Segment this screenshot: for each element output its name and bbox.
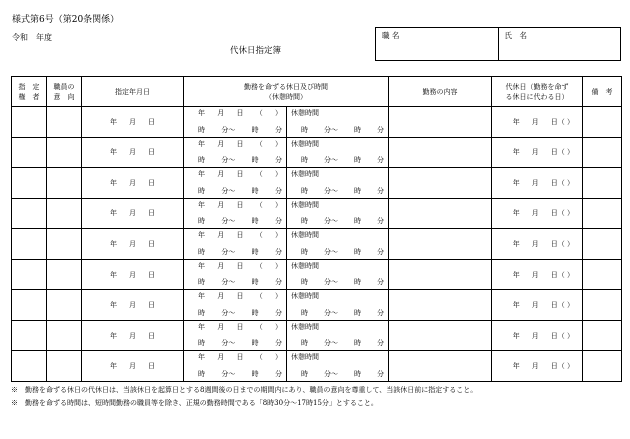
month-unit: 月 xyxy=(531,301,539,310)
substitute-day-cell[interactable] xyxy=(492,351,583,382)
year-unit: 年 xyxy=(198,139,205,148)
designated-date-cell[interactable] xyxy=(82,168,184,199)
minute-from-unit: 分～ xyxy=(324,156,338,165)
month-unit: 月 xyxy=(217,261,225,270)
hour-unit: 時 xyxy=(354,308,361,317)
day-weekday-unit: 日（ ） xyxy=(550,331,574,340)
remarks-cell[interactable] xyxy=(583,198,622,229)
year-unit: 年 xyxy=(110,270,117,279)
year-unit: 年 xyxy=(110,148,117,157)
work-content-cell[interactable] xyxy=(389,320,492,351)
year-unit: 年 xyxy=(198,231,205,240)
table-row xyxy=(12,351,622,382)
hour-unit: 時 xyxy=(301,125,308,134)
work-content-cell[interactable] xyxy=(389,351,492,382)
month-unit: 月 xyxy=(531,270,539,279)
minute-from-unit: 分～ xyxy=(324,339,338,348)
day-weekday-unit: 日（ ） xyxy=(550,148,574,157)
hour-unit: 時 xyxy=(198,308,205,317)
rest-time-cell[interactable] xyxy=(287,290,389,321)
minute-from-unit: 分～ xyxy=(221,339,236,348)
minute-unit: 分 xyxy=(274,217,282,226)
minute-unit: 分 xyxy=(274,156,282,165)
month-unit: 月 xyxy=(217,200,225,209)
minute-from-unit: 分～ xyxy=(221,125,236,134)
year-unit: 年 xyxy=(512,362,520,371)
minute-from-unit: 分～ xyxy=(221,156,236,165)
rest-time-label: 休憩時間 xyxy=(291,322,319,331)
paren-close: ） xyxy=(275,292,282,301)
day-weekday-unit: 日（ ） xyxy=(550,270,574,279)
header-designator: 指 定 権 者 xyxy=(12,77,47,107)
note-1: ※ 勤務を命ずる休日の代休日は、当該休日を起算日とする8週間後の日までの期間内にあり、職員の意向を尊重して、当該休日前に指定すること。 xyxy=(11,386,478,394)
month-unit: 月 xyxy=(217,170,225,179)
hour-unit: 時 xyxy=(354,247,361,256)
hour-unit: 時 xyxy=(301,370,308,378)
minute-from-unit: 分～ xyxy=(221,370,236,378)
minute-unit: 分 xyxy=(377,186,384,195)
table-row xyxy=(12,107,622,138)
hour-unit: 時 xyxy=(251,308,259,317)
hour-unit: 時 xyxy=(251,247,259,256)
month-unit: 月 xyxy=(129,148,136,157)
rest-time-cell[interactable] xyxy=(287,351,389,382)
name-label: 氏 名 xyxy=(504,31,527,40)
designated-date-cell[interactable] xyxy=(82,259,184,290)
minute-from-unit: 分～ xyxy=(324,370,338,378)
month-unit: 月 xyxy=(217,231,225,240)
hour-unit: 時 xyxy=(301,278,308,287)
month-unit: 月 xyxy=(129,178,136,187)
rest-time-label: 休憩時間 xyxy=(291,109,319,117)
header-work-content: 勤務の内容 xyxy=(389,77,492,107)
hour-unit: 時 xyxy=(198,186,205,195)
hour-unit: 時 xyxy=(198,370,205,378)
substitute-day-cell[interactable] xyxy=(492,198,583,229)
paren-close: ） xyxy=(275,231,282,240)
paren-open: （ xyxy=(255,261,263,270)
work-day-cell[interactable] xyxy=(184,107,287,138)
day-weekday-unit: 日（ ） xyxy=(550,301,574,310)
employee-intent-cell[interactable] xyxy=(47,137,82,168)
hour-unit: 時 xyxy=(251,339,259,348)
paren-open: （ xyxy=(255,109,263,117)
paren-close: ） xyxy=(275,109,282,117)
month-unit: 月 xyxy=(217,322,225,331)
day-weekday-unit: 日（ ） xyxy=(550,209,574,218)
designator-cell[interactable] xyxy=(12,107,47,138)
month-unit: 月 xyxy=(531,178,539,187)
month-unit: 月 xyxy=(531,148,539,157)
rest-time-cell[interactable] xyxy=(287,320,389,351)
designator-cell[interactable] xyxy=(12,168,47,199)
day-weekday-unit: 日（ ） xyxy=(550,362,574,371)
header-substitute-day: 代休日（勤務を命ず る休日に代わる日） xyxy=(492,77,583,107)
month-unit: 月 xyxy=(531,209,539,218)
remarks-cell[interactable] xyxy=(583,107,622,138)
minute-unit: 分 xyxy=(274,247,282,256)
year-unit: 年 xyxy=(512,270,520,279)
day-weekday-unit: 日（ ） xyxy=(550,239,574,248)
day-unit: 日 xyxy=(148,178,155,187)
minute-from-unit: 分～ xyxy=(324,217,338,226)
hour-unit: 時 xyxy=(251,217,259,226)
paren-open: （ xyxy=(255,322,263,331)
designated-date-cell[interactable] xyxy=(82,290,184,321)
day-unit: 日 xyxy=(148,209,155,218)
table-row xyxy=(12,137,622,168)
year-unit: 年 xyxy=(512,331,520,340)
work-day-cell[interactable] xyxy=(184,168,287,199)
minute-from-unit: 分～ xyxy=(221,278,236,287)
work-day-cell[interactable] xyxy=(184,198,287,229)
minute-unit: 分 xyxy=(274,308,282,317)
hour-unit: 時 xyxy=(198,217,205,226)
designated-date-cell[interactable] xyxy=(82,229,184,260)
remarks-cell[interactable] xyxy=(583,168,622,199)
hour-unit: 時 xyxy=(354,186,361,195)
day-unit: 日 xyxy=(148,270,155,279)
table-row xyxy=(12,290,622,321)
work-content-cell[interactable] xyxy=(389,107,492,138)
hour-unit: 時 xyxy=(354,125,361,134)
work-day-cell[interactable] xyxy=(184,137,287,168)
day-unit: 日 xyxy=(236,231,244,240)
year-unit: 年 xyxy=(110,209,117,218)
rest-time-cell[interactable] xyxy=(287,107,389,138)
table-row xyxy=(12,168,622,199)
paren-close: ） xyxy=(275,170,282,179)
month-unit: 月 xyxy=(129,331,136,340)
rest-time-cell[interactable] xyxy=(287,137,389,168)
hour-unit: 時 xyxy=(301,186,308,195)
minute-unit: 分 xyxy=(274,125,282,134)
rest-time-cell[interactable] xyxy=(287,259,389,290)
work-day-cell[interactable] xyxy=(184,290,287,321)
table-row xyxy=(12,229,622,260)
day-unit: 日 xyxy=(148,117,155,126)
year-unit: 年 xyxy=(512,117,520,126)
hour-unit: 時 xyxy=(301,217,308,226)
year-unit: 年 xyxy=(198,261,205,270)
header-designated-date: 指定年月日 xyxy=(82,77,184,107)
hour-unit: 時 xyxy=(301,156,308,165)
year-unit: 年 xyxy=(512,209,520,218)
year-unit: 年 xyxy=(198,292,205,301)
designator-cell[interactable] xyxy=(12,198,47,229)
day-unit: 日 xyxy=(236,322,244,331)
month-unit: 月 xyxy=(531,117,539,126)
substitute-day-cell[interactable] xyxy=(492,137,583,168)
employee-intent-cell[interactable] xyxy=(47,198,82,229)
note-2: ※ 勤務を命ずる時間は、短時間勤務の職員等を除き、正規の勤務時間である「8時30分～17時15分」とすること。 xyxy=(11,399,378,407)
year-unit: 年 xyxy=(110,301,117,310)
employee-intent-cell[interactable] xyxy=(47,290,82,321)
year-unit: 年 xyxy=(110,117,117,126)
year-unit: 年 xyxy=(110,178,117,187)
year-unit: 年 xyxy=(198,109,205,117)
remarks-cell[interactable] xyxy=(583,290,622,321)
paren-close: ） xyxy=(275,353,282,362)
paren-close: ） xyxy=(275,322,282,331)
day-unit: 日 xyxy=(236,170,244,179)
year-unit: 年 xyxy=(198,200,205,209)
work-day-cell[interactable] xyxy=(184,259,287,290)
remarks-cell[interactable] xyxy=(583,229,622,260)
hour-unit: 時 xyxy=(354,156,361,165)
job-title-label: 職 名 xyxy=(382,31,400,40)
month-unit: 月 xyxy=(217,292,225,301)
minute-from-unit: 分～ xyxy=(221,308,236,317)
designated-date-cell[interactable] xyxy=(82,137,184,168)
minute-from-unit: 分～ xyxy=(324,125,338,134)
hour-unit: 時 xyxy=(251,278,259,287)
employee-intent-cell[interactable] xyxy=(47,259,82,290)
paren-open: （ xyxy=(255,170,263,179)
designated-date-cell[interactable] xyxy=(82,351,184,382)
substitute-day-cell[interactable] xyxy=(492,290,583,321)
day-unit: 日 xyxy=(148,239,155,248)
month-unit: 月 xyxy=(129,362,136,371)
month-unit: 月 xyxy=(531,239,539,248)
table-header-row xyxy=(12,77,622,107)
rest-time-label: 休憩時間 xyxy=(291,261,319,270)
minute-from-unit: 分～ xyxy=(324,247,338,256)
header-employee-intent: 職員の 意 向 xyxy=(47,77,82,107)
hour-unit: 時 xyxy=(198,156,205,165)
day-unit: 日 xyxy=(236,261,244,270)
table-row xyxy=(12,259,622,290)
minute-from-unit: 分～ xyxy=(221,217,236,226)
year-unit: 年 xyxy=(110,239,117,248)
era-year-line: 令和 年度 xyxy=(12,33,52,42)
employee-intent-cell[interactable] xyxy=(47,351,82,382)
hour-unit: 時 xyxy=(301,339,308,348)
substitute-day-cell[interactable] xyxy=(492,168,583,199)
designator-cell[interactable] xyxy=(12,351,47,382)
minute-from-unit: 分～ xyxy=(324,308,338,317)
minute-unit: 分 xyxy=(377,217,384,226)
month-unit: 月 xyxy=(129,301,136,310)
day-weekday-unit: 日（ ） xyxy=(550,117,574,126)
work-content-cell[interactable] xyxy=(389,290,492,321)
month-unit: 月 xyxy=(129,270,136,279)
minute-from-unit: 分～ xyxy=(221,186,236,195)
work-content-cell[interactable] xyxy=(389,229,492,260)
paren-close: ） xyxy=(275,139,282,148)
page-title: 代休日指定簿 xyxy=(230,46,282,56)
year-unit: 年 xyxy=(198,353,205,362)
designated-date-cell[interactable] xyxy=(82,320,184,351)
year-unit: 年 xyxy=(512,239,520,248)
paren-open: （ xyxy=(255,292,263,301)
month-unit: 月 xyxy=(217,109,225,117)
day-weekday-unit: 日（ ） xyxy=(550,178,574,187)
year-unit: 年 xyxy=(198,322,205,331)
day-unit: 日 xyxy=(236,139,244,148)
employee-intent-cell[interactable] xyxy=(47,168,82,199)
designator-cell[interactable] xyxy=(12,137,47,168)
day-unit: 日 xyxy=(148,331,155,340)
work-content-cell[interactable] xyxy=(389,198,492,229)
signature-box xyxy=(375,27,621,61)
employee-intent-cell[interactable] xyxy=(47,107,82,138)
day-unit: 日 xyxy=(148,362,155,371)
rest-time-label: 休憩時間 xyxy=(291,139,319,148)
minute-unit: 分 xyxy=(377,370,384,378)
rest-time-label: 休憩時間 xyxy=(291,200,319,209)
substitute-day-cell[interactable] xyxy=(492,259,583,290)
year-unit: 年 xyxy=(110,362,117,371)
minute-unit: 分 xyxy=(274,370,282,378)
hour-unit: 時 xyxy=(198,247,205,256)
employee-intent-cell[interactable] xyxy=(47,229,82,260)
work-day-cell[interactable] xyxy=(184,351,287,382)
year-unit: 年 xyxy=(512,148,520,157)
remarks-cell[interactable] xyxy=(583,137,622,168)
hour-unit: 時 xyxy=(198,278,205,287)
minute-from-unit: 分～ xyxy=(324,186,338,195)
month-unit: 月 xyxy=(217,139,225,148)
minute-unit: 分 xyxy=(274,278,282,287)
day-unit: 日 xyxy=(236,353,244,362)
minute-unit: 分 xyxy=(274,186,282,195)
hour-unit: 時 xyxy=(251,156,259,165)
form-number: 様式第6号（第20条関係） xyxy=(12,15,120,25)
minute-unit: 分 xyxy=(274,339,282,348)
month-unit: 月 xyxy=(531,331,539,340)
table-row xyxy=(12,320,622,351)
minute-unit: 分 xyxy=(377,247,384,256)
hour-unit: 時 xyxy=(198,339,205,348)
substitute-day-cell[interactable] xyxy=(492,107,583,138)
header-remarks: 備 考 xyxy=(583,77,622,107)
paren-open: （ xyxy=(255,139,263,148)
job-title-field[interactable] xyxy=(376,28,498,60)
minute-from-unit: 分～ xyxy=(221,247,236,256)
minute-unit: 分 xyxy=(377,156,384,165)
work-day-cell[interactable] xyxy=(184,320,287,351)
rest-time-label: 休憩時間 xyxy=(291,292,319,301)
employee-intent-cell[interactable] xyxy=(47,320,82,351)
designator-cell[interactable] xyxy=(12,320,47,351)
minute-from-unit: 分～ xyxy=(324,278,338,287)
substitute-holiday-table xyxy=(11,76,622,382)
month-unit: 月 xyxy=(129,239,136,248)
name-field[interactable] xyxy=(498,28,621,60)
day-unit: 日 xyxy=(236,109,244,117)
hour-unit: 時 xyxy=(251,186,259,195)
year-unit: 年 xyxy=(512,301,520,310)
rest-time-label: 休憩時間 xyxy=(291,170,319,179)
year-unit: 年 xyxy=(198,170,205,179)
hour-unit: 時 xyxy=(354,278,361,287)
hour-unit: 時 xyxy=(354,370,361,378)
day-unit: 日 xyxy=(236,292,244,301)
hour-unit: 時 xyxy=(198,125,205,134)
minute-unit: 分 xyxy=(377,278,384,287)
minute-unit: 分 xyxy=(377,125,384,134)
day-unit: 日 xyxy=(236,200,244,209)
year-unit: 年 xyxy=(512,178,520,187)
rest-time-cell[interactable] xyxy=(287,168,389,199)
hour-unit: 時 xyxy=(251,370,259,378)
hour-unit: 時 xyxy=(301,247,308,256)
paren-open: （ xyxy=(255,353,263,362)
header-work-day-time: 勤務を命ずる休日及び時間 （休憩時間） xyxy=(184,77,389,107)
hour-unit: 時 xyxy=(354,339,361,348)
remarks-cell[interactable] xyxy=(583,351,622,382)
work-content-cell[interactable] xyxy=(389,259,492,290)
month-unit: 月 xyxy=(531,362,539,371)
minute-unit: 分 xyxy=(377,308,384,317)
rest-time-label: 休憩時間 xyxy=(291,353,319,362)
work-content-cell[interactable] xyxy=(389,137,492,168)
designator-cell[interactable] xyxy=(12,259,47,290)
work-content-cell[interactable] xyxy=(389,168,492,199)
table-row xyxy=(12,198,622,229)
substitute-day-cell[interactable] xyxy=(492,229,583,260)
paren-open: （ xyxy=(255,200,263,209)
rest-time-cell[interactable] xyxy=(287,198,389,229)
remarks-cell[interactable] xyxy=(583,320,622,351)
designated-date-cell[interactable] xyxy=(82,107,184,138)
designated-date-cell[interactable] xyxy=(82,198,184,229)
designator-cell[interactable] xyxy=(12,290,47,321)
paren-open: （ xyxy=(255,231,263,240)
designator-cell[interactable] xyxy=(12,229,47,260)
hour-unit: 時 xyxy=(251,125,259,134)
day-unit: 日 xyxy=(148,301,155,310)
rest-time-cell[interactable] xyxy=(287,229,389,260)
minute-unit: 分 xyxy=(377,339,384,348)
month-unit: 月 xyxy=(217,353,225,362)
substitute-day-cell[interactable] xyxy=(492,320,583,351)
day-unit: 日 xyxy=(148,148,155,157)
year-unit: 年 xyxy=(110,331,117,340)
hour-unit: 時 xyxy=(301,308,308,317)
hour-unit: 時 xyxy=(354,217,361,226)
rest-time-label: 休憩時間 xyxy=(291,231,319,240)
paren-close: ） xyxy=(275,261,282,270)
month-unit: 月 xyxy=(129,117,136,126)
work-day-cell[interactable] xyxy=(184,229,287,260)
month-unit: 月 xyxy=(129,209,136,218)
paren-close: ） xyxy=(275,200,282,209)
remarks-cell[interactable] xyxy=(583,259,622,290)
